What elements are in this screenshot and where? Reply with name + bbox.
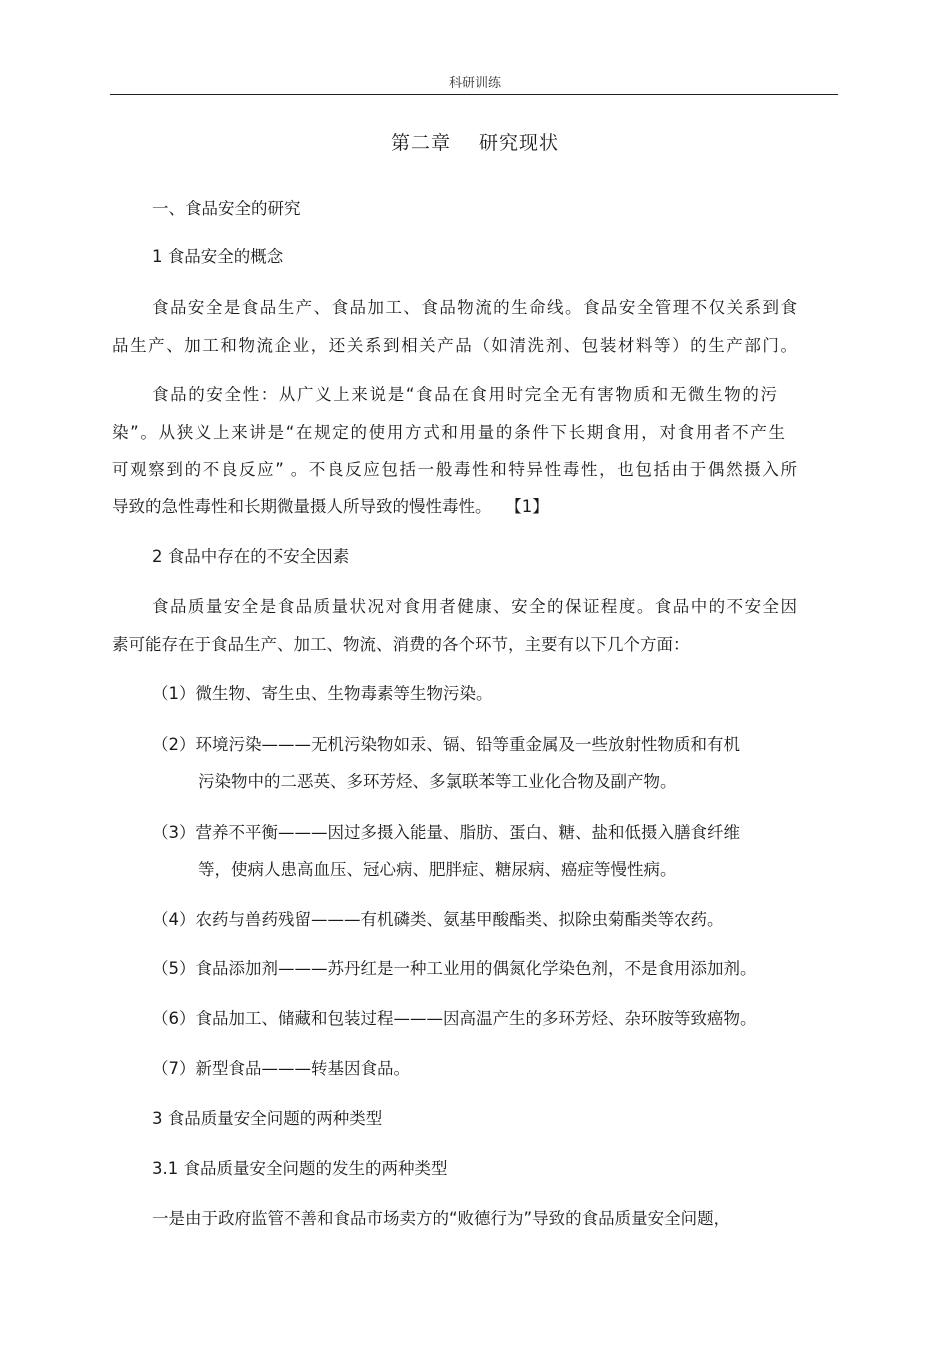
section-heading: 一、食品安全的研究 xyxy=(152,199,301,218)
page-header-title: 科研训练 xyxy=(448,76,501,91)
paragraph-line: 染”。从狭义上来讲是“在规定的使用方式和用量的条件下长期食用，对食用者不产生 xyxy=(112,423,785,442)
paragraph-line: 食品质量安全是食品质量状况对食用者健康、安全的保证程度。食品中的不安全因 xyxy=(152,597,797,616)
paragraph-line: 素可能存在于食品生产、加工、物流、消费的各个环节，主要有以下几个方面： xyxy=(112,635,690,654)
list-item: （1）微生物、寄生虫、生物毒素等生物污染。 xyxy=(152,684,493,703)
paragraph-line: 食品的安全性：从广义上来说是“食品在食用时完全无有害物质和无微生物的污 xyxy=(152,385,777,404)
subsection-heading: 2 食品中存在的不安全因素 xyxy=(152,547,350,566)
chapter-title xyxy=(0,128,950,155)
citation-ref: 【1】 xyxy=(513,497,549,516)
subsection-heading: 3.1 食品质量安全问题的发生的两种类型 xyxy=(152,1159,448,1178)
list-item: （4）农药与兽药残留———有机磷类、氨基甲酸酯类、拟除虫菊酯类等农药。 xyxy=(152,910,724,929)
paragraph-line: 食品安全是食品生产、食品加工、食品物流的生命线。食品安全管理不仅关系到食 xyxy=(152,298,797,317)
paragraph-line: 可观察到的不良反应” 。不良反应包括一般毒性和特异性毒性，也包括由于偶然摄入所 xyxy=(112,460,797,479)
paragraph-line: 品生产、加工和物流企业，还关系到相关产品（如清洗剂、包装材料等）的生产部门。 xyxy=(112,336,797,355)
paragraph-line: 一是由于政府监管不善和食品市场卖方的“败德行为”导致的食品质量安全问题， xyxy=(152,1209,731,1228)
list-item: （2）环境污染———无机污染物如汞、镉、铅等重金属及一些放射性物质和有机 xyxy=(152,735,740,754)
subsection-heading: 1 食品安全的概念 xyxy=(152,247,284,266)
list-item: （3）营养不平衡———因过多摄入能量、脂肪、蛋白、糖、盐和低摄入膳食纤维 xyxy=(152,823,740,842)
paragraph-line xyxy=(112,497,549,517)
list-item: （6）食品加工、储藏和包装过程———因高温产生的多环芳烃、杂环胺等致癌物。 xyxy=(152,1009,757,1028)
header-rule xyxy=(110,94,838,95)
list-item: （5）食品添加剂———苏丹红是一种工业用的偶氮化学染色剂，不是食用添加剂。 xyxy=(152,959,757,978)
chapter-number: 第二章 xyxy=(390,132,451,154)
list-item-continuation: 污染物中的二恶英、多环芳烃、多氯联苯等工业化合物及副产物。 xyxy=(198,772,677,791)
subsection-heading: 3 食品质量安全问题的两种类型 xyxy=(152,1109,383,1128)
list-item-continuation: 等，使病人患高血压、冠心病、肥胖症、糖尿病、癌症等慢性病。 xyxy=(198,860,677,879)
paragraph-text: 导致的急性毒性和长期微量摄人所导致的慢性毒性。 xyxy=(112,497,492,516)
list-item: （7）新型食品———转基因食品。 xyxy=(152,1059,410,1078)
chapter-name: 研究现状 xyxy=(479,132,560,154)
